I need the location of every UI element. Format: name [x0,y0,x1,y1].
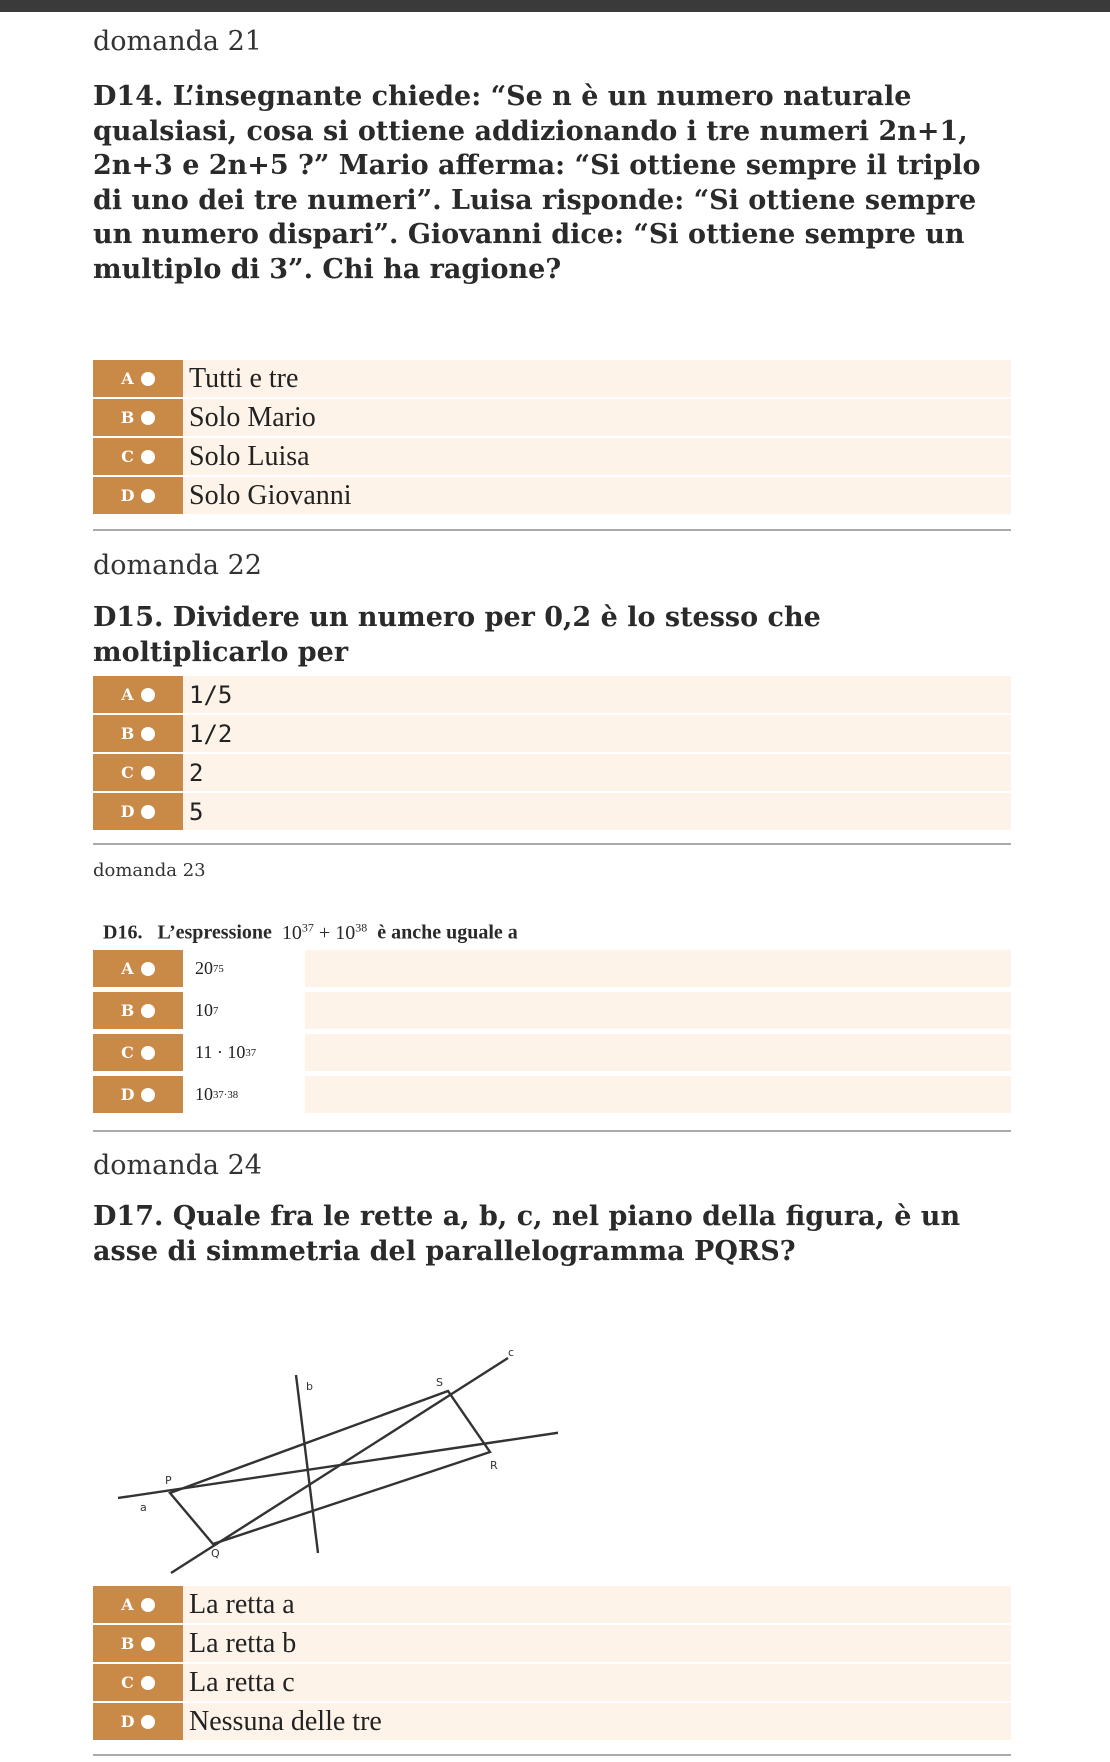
option-text: 1/5 [189,680,233,709]
option-b[interactable] [93,399,1011,438]
question-text: D16. L’espressione $10^{37} + 10^{38}$ è anche uguale a [103,920,518,944]
option-c[interactable] [93,754,1011,793]
option-text: Nessuna delle tre [189,1705,382,1737]
radio-icon[interactable] [141,1004,155,1018]
radio-icon[interactable] [141,727,155,741]
option-d[interactable] [93,1703,1011,1742]
radio-icon[interactable] [141,411,155,425]
option-b[interactable] [93,1625,1011,1664]
question-label: domanda 22 [93,550,262,581]
option-a[interactable] [93,950,1011,989]
option-c[interactable] [93,1664,1011,1703]
option-badge[interactable]: B [93,992,183,1029]
option-badge[interactable]: D [93,1076,183,1113]
question-text: D17. Quale fra le rette a, b, c, nel piano della figura, è un asse di simmetria del parallelogramma PQRS? [93,1201,961,1267]
option-badge[interactable]: B [93,1625,183,1662]
question-label: domanda 21 [93,26,262,57]
radio-icon[interactable] [141,1046,155,1060]
divider [93,1754,1011,1756]
label-r: R [490,1459,498,1472]
option-a[interactable] [93,1586,1011,1625]
option-c[interactable] [93,1034,1011,1073]
option-text: Solo Mario [189,401,316,433]
option-d[interactable] [93,1076,1011,1115]
top-bar [0,0,1110,12]
option-text: La retta a [189,1588,295,1620]
line-b [296,1375,318,1553]
option-text: 1/2 [189,719,233,748]
option-c[interactable] [93,438,1011,477]
question-text: D14. L’insegnante chiede: “Se n è un numero naturale qualsiasi, cosa si ottiene addizionando i tre numeri 2n+1, 2n+3 e 2n+5 ?” Mario afferma: “Si ottiene sempre il triplo di uno dei tre numeri”. Luisa risponde: “Si ottiene sempre un numero dispari”. Giovanni dice: “Si ottiene sempre un multiplo di 3”. Chi ha ragione? [93,81,981,285]
option-badge[interactable]: B [93,399,183,436]
radio-icon[interactable] [141,766,155,780]
option-badge[interactable]: C [93,754,183,791]
option-text: Tutti e tre [189,362,299,394]
option-d[interactable] [93,477,1011,516]
option-text: 5 [189,797,204,826]
option-b[interactable] [93,715,1011,754]
option-text: 2 [189,758,204,787]
option-text: 20 75 [183,950,305,987]
question-label: domanda 23 [93,860,206,881]
option-text: Solo Luisa [189,440,310,472]
radio-icon[interactable] [141,450,155,464]
option-b[interactable] [93,992,1011,1031]
option-badge[interactable]: A [93,360,183,397]
option-d[interactable] [93,793,1011,832]
radio-icon[interactable] [141,1088,155,1102]
radio-icon[interactable] [141,1637,155,1651]
radio-icon[interactable] [141,688,155,702]
expression: $10^{37} + 10^{38}$ [281,920,368,944]
option-a[interactable] [93,676,1011,715]
divider [93,843,1011,845]
option-text: 10 7 [183,992,305,1029]
option-badge[interactable]: D [93,793,183,830]
option-text: La retta b [189,1627,297,1659]
option-badge[interactable]: D [93,1703,183,1740]
option-badge[interactable]: A [93,1586,183,1623]
label-a: a [140,1501,147,1514]
radio-icon[interactable] [141,372,155,386]
question-text: D15. Dividere un numero per 0,2 è lo stesso che moltiplicarlo per [93,602,821,668]
option-badge[interactable]: B [93,715,183,752]
option-badge[interactable]: A [93,950,183,987]
option-badge[interactable]: C [93,438,183,475]
option-text: 10 37·38 [183,1076,305,1113]
option-badge[interactable]: A [93,676,183,713]
question-label: domanda 24 [93,1150,262,1181]
parallelogram-figure [118,1328,558,1583]
label-b: b [306,1380,313,1393]
option-text: 11 · 10 37 [183,1034,305,1071]
option-badge[interactable]: C [93,1034,183,1071]
option-badge[interactable]: C [93,1664,183,1701]
option-text: Solo Giovanni [189,479,352,511]
divider [93,529,1011,531]
radio-icon[interactable] [141,1598,155,1612]
label-s: S [436,1376,443,1389]
radio-icon[interactable] [141,1676,155,1690]
divider [93,1130,1011,1132]
option-a[interactable] [93,360,1011,399]
label-p: P [165,1474,172,1487]
radio-icon[interactable] [141,962,155,976]
label-q: Q [211,1547,220,1560]
option-text: La retta c [189,1666,295,1698]
radio-icon[interactable] [141,489,155,503]
option-badge[interactable]: D [93,477,183,514]
radio-icon[interactable] [141,1715,155,1729]
radio-icon[interactable] [141,805,155,819]
label-c: c [508,1346,515,1359]
